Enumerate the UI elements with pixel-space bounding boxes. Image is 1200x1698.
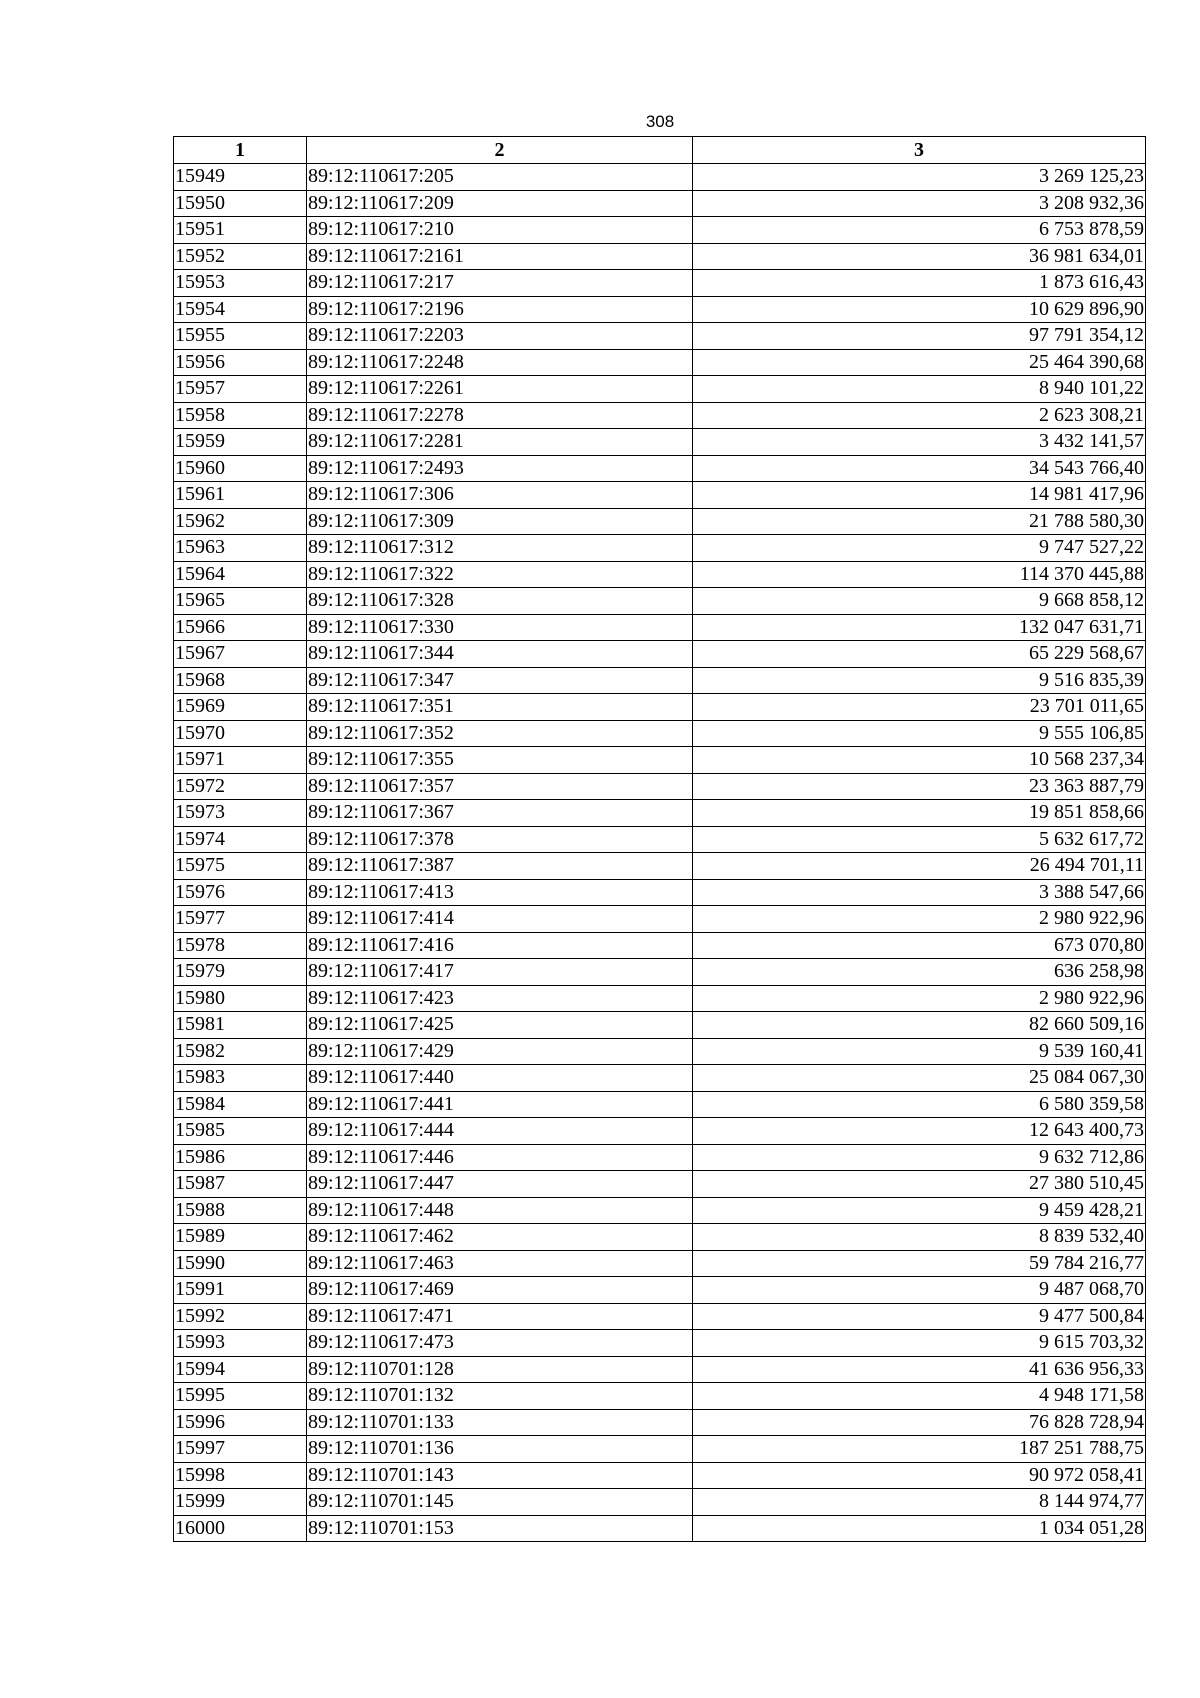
cadastral-value-cell: 8 839 532,40 <box>693 1224 1146 1251</box>
cadastral-value-cell: 26 494 701,11 <box>693 853 1146 880</box>
cadastral-number-cell: 89:12:110617:357 <box>307 773 693 800</box>
cadastral-number-cell: 89:12:110617:2203 <box>307 323 693 350</box>
cadastral-value-cell: 9 459 428,21 <box>693 1197 1146 1224</box>
table-row <box>174 323 1146 350</box>
table-row <box>174 985 1146 1012</box>
cadastral-value-cell: 9 555 106,85 <box>693 720 1146 747</box>
cadastral-number-cell: 89:12:110617:2248 <box>307 349 693 376</box>
cadastral-value-cell: 3 388 547,66 <box>693 879 1146 906</box>
cadastral-value-cell: 23 363 887,79 <box>693 773 1146 800</box>
table-row <box>174 1515 1146 1542</box>
row-number-cell: 15989 <box>174 1224 307 1251</box>
cadastral-value-cell: 1 034 051,28 <box>693 1515 1146 1542</box>
row-number-cell: 15958 <box>174 402 307 429</box>
row-number-cell: 15949 <box>174 164 307 191</box>
row-number-cell: 15996 <box>174 1409 307 1436</box>
cadastral-number-cell: 89:12:110617:2161 <box>307 243 693 270</box>
table-row <box>174 1197 1146 1224</box>
cadastral-number-cell: 89:12:110617:446 <box>307 1144 693 1171</box>
row-number-cell: 15969 <box>174 694 307 721</box>
header-col-3: 3 <box>693 137 1146 164</box>
table-row <box>174 641 1146 668</box>
cadastral-value-cell: 23 701 011,65 <box>693 694 1146 721</box>
cadastral-value-cell: 132 047 631,71 <box>693 614 1146 641</box>
row-number-cell: 15961 <box>174 482 307 509</box>
table-row <box>174 1250 1146 1277</box>
row-number-cell: 15975 <box>174 853 307 880</box>
table-row <box>174 455 1146 482</box>
row-number-cell: 15990 <box>174 1250 307 1277</box>
row-number-cell: 15988 <box>174 1197 307 1224</box>
row-number-cell: 15965 <box>174 588 307 615</box>
cadastral-number-cell: 89:12:110617:328 <box>307 588 693 615</box>
table-row <box>174 800 1146 827</box>
cadastral-number-cell: 89:12:110617:347 <box>307 667 693 694</box>
table-row <box>174 773 1146 800</box>
cadastral-value-cell: 6 580 359,58 <box>693 1091 1146 1118</box>
cadastral-value-cell: 1 873 616,43 <box>693 270 1146 297</box>
row-number-cell: 15984 <box>174 1091 307 1118</box>
data-table <box>173 136 1146 1542</box>
table-row <box>174 508 1146 535</box>
cadastral-value-cell: 12 643 400,73 <box>693 1118 1146 1145</box>
cadastral-number-cell: 89:12:110617:429 <box>307 1038 693 1065</box>
cadastral-value-cell: 6 753 878,59 <box>693 217 1146 244</box>
table-row <box>174 1462 1146 1489</box>
cadastral-number-cell: 89:12:110617:441 <box>307 1091 693 1118</box>
cadastral-number-cell: 89:12:110701:153 <box>307 1515 693 1542</box>
table-row <box>174 217 1146 244</box>
row-number-cell: 15954 <box>174 296 307 323</box>
header-col-2: 2 <box>307 137 693 164</box>
cadastral-number-cell: 89:12:110617:444 <box>307 1118 693 1145</box>
cadastral-value-cell: 9 477 500,84 <box>693 1303 1146 1330</box>
table-row <box>174 1303 1146 1330</box>
row-number-cell: 15966 <box>174 614 307 641</box>
table-row <box>174 879 1146 906</box>
cadastral-value-cell: 10 629 896,90 <box>693 296 1146 323</box>
table-row <box>174 1118 1146 1145</box>
table-row <box>174 482 1146 509</box>
cadastral-number-cell: 89:12:110617:355 <box>307 747 693 774</box>
cadastral-number-cell: 89:12:110617:469 <box>307 1277 693 1304</box>
table-row <box>174 1171 1146 1198</box>
cadastral-value-cell: 14 981 417,96 <box>693 482 1146 509</box>
row-number-cell: 15991 <box>174 1277 307 1304</box>
row-number-cell: 15967 <box>174 641 307 668</box>
table-row <box>174 1144 1146 1171</box>
cadastral-value-cell: 4 948 171,58 <box>693 1383 1146 1410</box>
row-number-cell: 15980 <box>174 985 307 1012</box>
row-number-cell: 15982 <box>174 1038 307 1065</box>
cadastral-value-cell: 36 981 634,01 <box>693 243 1146 270</box>
cadastral-number-cell: 89:12:110617:309 <box>307 508 693 535</box>
row-number-cell: 15963 <box>174 535 307 562</box>
cadastral-number-cell: 89:12:110617:312 <box>307 535 693 562</box>
row-number-cell: 15998 <box>174 1462 307 1489</box>
cadastral-value-cell: 9 539 160,41 <box>693 1038 1146 1065</box>
row-number-cell: 15978 <box>174 932 307 959</box>
cadastral-number-cell: 89:12:110617:463 <box>307 1250 693 1277</box>
cadastral-value-cell: 21 788 580,30 <box>693 508 1146 535</box>
cadastral-number-cell: 89:12:110617:425 <box>307 1012 693 1039</box>
cadastral-number-cell: 89:12:110701:143 <box>307 1462 693 1489</box>
cadastral-value-cell: 8 144 974,77 <box>693 1489 1146 1516</box>
row-number-cell: 15987 <box>174 1171 307 1198</box>
cadastral-value-cell: 59 784 216,77 <box>693 1250 1146 1277</box>
cadastral-number-cell: 89:12:110617:351 <box>307 694 693 721</box>
table-row <box>174 164 1146 191</box>
table-row <box>174 243 1146 270</box>
cadastral-value-cell: 97 791 354,12 <box>693 323 1146 350</box>
cadastral-value-cell: 114 370 445,88 <box>693 561 1146 588</box>
table-row <box>174 1277 1146 1304</box>
row-number-cell: 15999 <box>174 1489 307 1516</box>
cadastral-number-cell: 89:12:110617:2281 <box>307 429 693 456</box>
cadastral-value-cell: 2 980 922,96 <box>693 906 1146 933</box>
table-body <box>174 164 1146 1542</box>
table-row <box>174 1409 1146 1436</box>
table-row <box>174 614 1146 641</box>
table-row <box>174 535 1146 562</box>
row-number-cell: 15956 <box>174 349 307 376</box>
cadastral-number-cell: 89:12:110617:352 <box>307 720 693 747</box>
row-number-cell: 15955 <box>174 323 307 350</box>
cadastral-number-cell: 89:12:110617:306 <box>307 482 693 509</box>
table-row <box>174 1383 1146 1410</box>
row-number-cell: 15952 <box>174 243 307 270</box>
row-number-cell: 15959 <box>174 429 307 456</box>
table-row <box>174 826 1146 853</box>
row-number-cell: 15960 <box>174 455 307 482</box>
cadastral-number-cell: 89:12:110701:133 <box>307 1409 693 1436</box>
table-row <box>174 667 1146 694</box>
cadastral-value-cell: 9 632 712,86 <box>693 1144 1146 1171</box>
cadastral-value-cell: 673 070,80 <box>693 932 1146 959</box>
cadastral-number-cell: 89:12:110701:136 <box>307 1436 693 1463</box>
row-number-cell: 15973 <box>174 800 307 827</box>
cadastral-number-cell: 89:12:110617:423 <box>307 985 693 1012</box>
cadastral-value-cell: 9 615 703,32 <box>693 1330 1146 1357</box>
cadastral-value-cell: 2 623 308,21 <box>693 402 1146 429</box>
cadastral-number-cell: 89:12:110617:417 <box>307 959 693 986</box>
table-row <box>174 1489 1146 1516</box>
table-row <box>174 1436 1146 1463</box>
cadastral-number-cell: 89:12:110701:145 <box>307 1489 693 1516</box>
table-row <box>174 376 1146 403</box>
row-number-cell: 15985 <box>174 1118 307 1145</box>
row-number-cell: 15981 <box>174 1012 307 1039</box>
cadastral-number-cell: 89:12:110617:367 <box>307 800 693 827</box>
cadastral-value-cell: 9 516 835,39 <box>693 667 1146 694</box>
cadastral-value-cell: 10 568 237,34 <box>693 747 1146 774</box>
page-number: 308 <box>645 112 675 131</box>
cadastral-number-cell: 89:12:110617:448 <box>307 1197 693 1224</box>
cadastral-value-cell: 9 747 527,22 <box>693 535 1146 562</box>
header-col-1: 1 <box>174 137 307 164</box>
cadastral-number-cell: 89:12:110617:205 <box>307 164 693 191</box>
row-number-cell: 15983 <box>174 1065 307 1092</box>
row-number-cell: 15962 <box>174 508 307 535</box>
cadastral-value-cell: 187 251 788,75 <box>693 1436 1146 1463</box>
cadastral-value-cell: 41 636 956,33 <box>693 1356 1146 1383</box>
cadastral-value-cell: 5 632 617,72 <box>693 826 1146 853</box>
table-row <box>174 190 1146 217</box>
cadastral-number-cell: 89:12:110617:440 <box>307 1065 693 1092</box>
cadastral-number-cell: 89:12:110617:414 <box>307 906 693 933</box>
cadastral-number-cell: 89:12:110617:2196 <box>307 296 693 323</box>
table-row <box>174 1012 1146 1039</box>
cadastral-value-cell: 3 432 141,57 <box>693 429 1146 456</box>
cadastral-value-cell: 76 828 728,94 <box>693 1409 1146 1436</box>
cadastral-number-cell: 89:12:110617:2278 <box>307 402 693 429</box>
table-row <box>174 932 1146 959</box>
cadastral-value-cell: 19 851 858,66 <box>693 800 1146 827</box>
row-number-cell: 15950 <box>174 190 307 217</box>
cadastral-value-cell: 9 487 068,70 <box>693 1277 1146 1304</box>
row-number-cell: 15972 <box>174 773 307 800</box>
cadastral-number-cell: 89:12:110617:387 <box>307 853 693 880</box>
table-row <box>174 296 1146 323</box>
table-row <box>174 747 1146 774</box>
cadastral-value-cell: 2 980 922,96 <box>693 985 1146 1012</box>
row-number-cell: 15968 <box>174 667 307 694</box>
row-number-cell: 15992 <box>174 1303 307 1330</box>
row-number-cell: 15986 <box>174 1144 307 1171</box>
cadastral-number-cell: 89:12:110617:416 <box>307 932 693 959</box>
row-number-cell: 15993 <box>174 1330 307 1357</box>
table-row <box>174 1091 1146 1118</box>
cadastral-number-cell: 89:12:110617:447 <box>307 1171 693 1198</box>
cadastral-value-cell: 636 258,98 <box>693 959 1146 986</box>
cadastral-value-cell: 27 380 510,45 <box>693 1171 1146 1198</box>
cadastral-number-cell: 89:12:110701:128 <box>307 1356 693 1383</box>
row-number-cell: 15977 <box>174 906 307 933</box>
table-row <box>174 853 1146 880</box>
row-number-cell: 15957 <box>174 376 307 403</box>
table-row <box>174 1065 1146 1092</box>
table-row <box>174 959 1146 986</box>
table-row <box>174 720 1146 747</box>
table-row <box>174 906 1146 933</box>
cadastral-number-cell: 89:12:110617:344 <box>307 641 693 668</box>
cadastral-value-cell: 90 972 058,41 <box>693 1462 1146 1489</box>
cadastral-number-cell: 89:12:110617:330 <box>307 614 693 641</box>
row-number-cell: 15971 <box>174 747 307 774</box>
row-number-cell: 15964 <box>174 561 307 588</box>
table-row <box>174 349 1146 376</box>
cadastral-value-cell: 25 464 390,68 <box>693 349 1146 376</box>
cadastral-value-cell: 34 543 766,40 <box>693 455 1146 482</box>
cadastral-number-cell: 89:12:110617:322 <box>307 561 693 588</box>
row-number-cell: 15951 <box>174 217 307 244</box>
table-row <box>174 694 1146 721</box>
cadastral-value-cell: 25 084 067,30 <box>693 1065 1146 1092</box>
cadastral-number-cell: 89:12:110617:2493 <box>307 455 693 482</box>
cadastral-number-cell: 89:12:110617:413 <box>307 879 693 906</box>
cadastral-number-cell: 89:12:110617:473 <box>307 1330 693 1357</box>
cadastral-number-cell: 89:12:110617:2261 <box>307 376 693 403</box>
row-number-cell: 15974 <box>174 826 307 853</box>
row-number-cell: 15970 <box>174 720 307 747</box>
cadastral-number-cell: 89:12:110617:378 <box>307 826 693 853</box>
cadastral-number-cell: 89:12:110617:462 <box>307 1224 693 1251</box>
table-row <box>174 588 1146 615</box>
row-number-cell: 15979 <box>174 959 307 986</box>
table-row <box>174 429 1146 456</box>
table-row <box>174 270 1146 297</box>
cadastral-number-cell: 89:12:110617:210 <box>307 217 693 244</box>
cadastral-value-cell: 3 269 125,23 <box>693 164 1146 191</box>
cadastral-number-cell: 89:12:110617:209 <box>307 190 693 217</box>
table-row <box>174 1224 1146 1251</box>
table-row <box>174 561 1146 588</box>
row-number-cell: 15976 <box>174 879 307 906</box>
row-number-cell: 15995 <box>174 1383 307 1410</box>
table-row <box>174 402 1146 429</box>
cadastral-number-cell: 89:12:110617:217 <box>307 270 693 297</box>
cadastral-value-cell: 9 668 858,12 <box>693 588 1146 615</box>
table-row <box>174 1356 1146 1383</box>
table-row <box>174 1330 1146 1357</box>
row-number-cell: 15994 <box>174 1356 307 1383</box>
row-number-cell: 15953 <box>174 270 307 297</box>
table-header-row <box>174 137 1146 164</box>
cadastral-number-cell: 89:12:110617:471 <box>307 1303 693 1330</box>
cadastral-value-cell: 65 229 568,67 <box>693 641 1146 668</box>
table-row <box>174 1038 1146 1065</box>
cadastral-number-cell: 89:12:110701:132 <box>307 1383 693 1410</box>
cadastral-value-cell: 3 208 932,36 <box>693 190 1146 217</box>
cadastral-value-cell: 82 660 509,16 <box>693 1012 1146 1039</box>
row-number-cell: 15997 <box>174 1436 307 1463</box>
cadastral-value-cell: 8 940 101,22 <box>693 376 1146 403</box>
row-number-cell: 16000 <box>174 1515 307 1542</box>
